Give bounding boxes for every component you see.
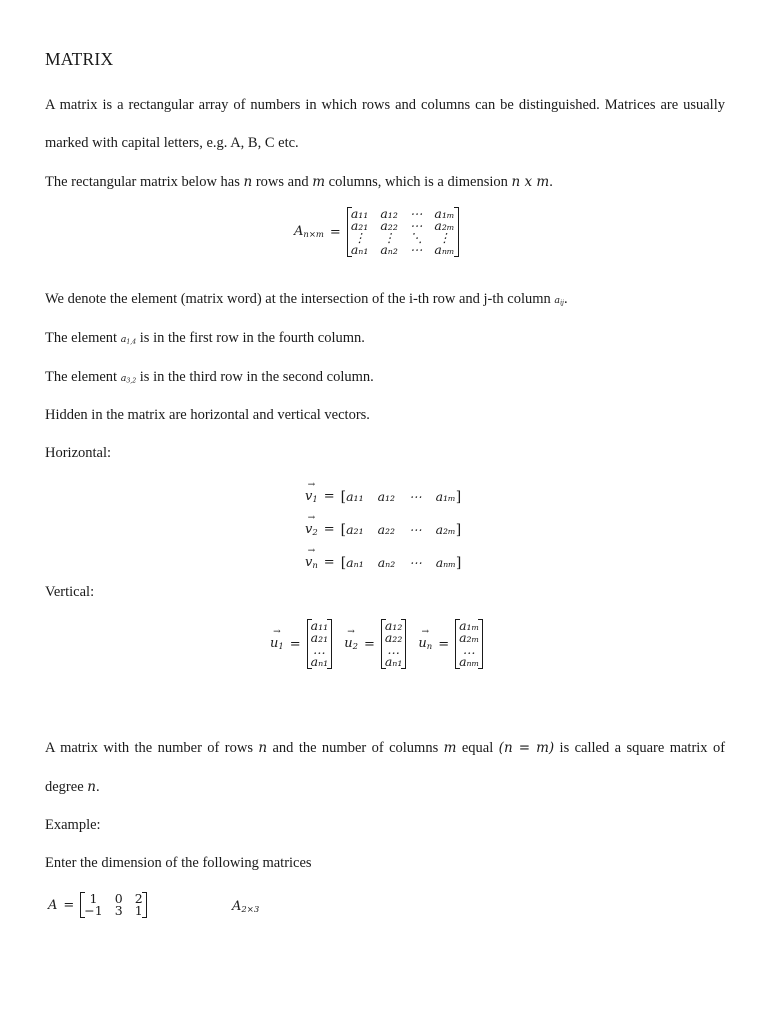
row-vector-equation: → $v_n$ = [ aₙ₁ aₙ₂ ⋯ aₙₘ ]: [305, 545, 462, 571]
vector-cell: a₁₁: [346, 489, 364, 504]
column-vector-equation: → $u_n$ = a₁ₘ a₂ₘ … aₙₘ: [418, 620, 483, 668]
matrix-cell: ⋯: [409, 218, 423, 233]
matrix-cell: aₙ₂: [380, 242, 398, 257]
element-example-2: The element $a_{3,2}$ is in the third row in the second column.: [45, 369, 374, 385]
example-matrix-lhs: A: [48, 897, 58, 913]
column-vector: [381, 620, 407, 668]
row-vector: [ a₂₁ a₂₂ ⋯ a₂ₘ ]: [340, 521, 462, 538]
hidden-vectors-sentence: Hidden in the matrix are horizontal and vertical vectors.: [45, 407, 370, 423]
column-vector-equation: → $u_1$ = a₁₁ a₂₁ … aₙ₁: [270, 620, 332, 668]
vector-cell: aₙₘ: [459, 654, 480, 669]
vector-cell: a₂ₘ: [459, 630, 480, 645]
row-vectors: [305, 480, 461, 579]
matrix-cell: aₙₘ: [434, 242, 455, 257]
vector-cell: a₂₂: [384, 630, 403, 645]
square-matrix-line-2: degree n.: [45, 779, 100, 795]
vector-cell: a₁₂: [384, 618, 403, 633]
column-vector: [307, 620, 333, 668]
math-n: n: [243, 174, 253, 190]
vector-cell: a₁₁: [310, 618, 329, 633]
matrix-cell: ⋮: [382, 230, 396, 245]
vector-cell: a₂₁: [346, 522, 364, 537]
example-answer: $A_{2\times 3}$: [232, 899, 260, 915]
column-vector-equation: → $u_2$ = a₁₂ a₂₂ … aₙ₁: [344, 620, 406, 668]
vector-symbol: → $v_n$: [305, 545, 318, 571]
vector-symbol: → $v_2$: [305, 512, 318, 538]
matrix-cell: ⋮: [353, 230, 366, 245]
matrix-cell: ⋱: [409, 230, 423, 245]
intro-paragraph-line-2: marked with capital letters, e.g. A, B, C etc.: [45, 135, 299, 151]
matrix-cell: a₁ₘ: [434, 206, 455, 221]
element-symbol: $a_{1,4}$: [120, 334, 137, 346]
vertical-label: Vertical:: [45, 584, 95, 600]
element-example-1: The element $a_{1,4}$ is in the first row in the fourth column.: [45, 330, 365, 346]
vector-cell: a₁ₘ: [435, 489, 456, 504]
page-title: MATRIX: [45, 49, 114, 69]
general-matrix: [347, 208, 459, 256]
math-dimension: n x m: [511, 174, 550, 190]
matrix-cell: ⋯: [409, 206, 423, 221]
text: .: [549, 174, 553, 190]
row-vector-equation: → $v_1$ = [ a₁₁ a₁₂ ⋯ a₁ₘ ]: [305, 479, 462, 505]
matrix-cell: −1: [84, 903, 103, 918]
vector-cell: ⋯: [409, 522, 422, 537]
column-vector: [455, 620, 483, 668]
matrix-cell: a₁₁: [350, 206, 369, 221]
vector-cell: aₙ₁: [346, 555, 364, 570]
math-m: m: [312, 174, 326, 190]
element-symbol: $a_{3,2}$: [120, 373, 137, 385]
matrix-cell: 0: [114, 891, 123, 906]
text: The rectangular matrix below has: [45, 174, 240, 190]
vector-symbol: → $u_1$: [270, 627, 284, 652]
matrix-cell: a₁₂: [380, 206, 398, 221]
vector-cell: a₁ₘ: [459, 618, 480, 633]
vector-symbol: → $u_2$: [344, 627, 358, 652]
example-label: Example:: [45, 817, 101, 833]
vector-symbol: → $u_n$: [418, 627, 433, 652]
vector-cell: a₂₂: [377, 522, 396, 537]
horizontal-label: Horizontal:: [45, 445, 112, 461]
vector-cell: a₁₂: [377, 489, 396, 504]
vector-cell: …: [387, 642, 400, 657]
row-vector-equation: → $v_2$ = [ a₂₁ a₂₂ ⋯ a₂ₘ ]: [305, 512, 462, 538]
matrix-cell: 1: [134, 903, 143, 918]
text: rows and: [255, 174, 309, 190]
matrix-cell: 2: [134, 891, 143, 906]
example-matrix-equation: [48, 893, 147, 917]
vector-cell: a₂₁: [310, 630, 329, 645]
matrix-cell: a₂ₘ: [434, 218, 455, 233]
vector-cell: …: [462, 642, 476, 657]
matrix-cell: 3: [114, 903, 123, 918]
rectangular-matrix-sentence: [45, 173, 725, 191]
row-vector: [ aₙ₁ aₙ₂ ⋯ aₙₘ ]: [340, 554, 462, 571]
element-symbol: $a_{ij}$: [554, 295, 564, 307]
equals-sign: =: [329, 224, 341, 240]
example-matrix: [80, 893, 146, 917]
text: columns, which is a dimension: [328, 174, 508, 190]
matrix-cell: 1: [89, 891, 98, 906]
matrix-cell: a₂₂: [380, 218, 398, 233]
vector-symbol: → $v_1$: [305, 479, 318, 505]
vector-cell: …: [313, 642, 326, 657]
matrix-cell: ⋯: [409, 242, 423, 257]
vector-cell: aₙ₁: [310, 654, 329, 669]
matrix-cell: a₂₁: [350, 218, 369, 233]
vector-cell: aₙₘ: [435, 555, 456, 570]
general-matrix-equation: [294, 208, 459, 256]
intro-paragraph-line-1: A matrix is a rectangular array of numbers in which rows and columns can be distinguished. Matrices are usually: [45, 97, 725, 113]
equals-sign: =: [63, 897, 75, 913]
general-matrix-grid: [351, 208, 455, 256]
matrix-lhs: $A_{n\times m}$: [294, 224, 324, 240]
example-matrix-grid: [84, 893, 142, 917]
vector-cell: ⋯: [409, 489, 422, 504]
matrix-cell: ⋮: [438, 230, 451, 245]
vector-cell: aₙ₁: [384, 654, 403, 669]
vector-cell: a₂ₘ: [435, 522, 456, 537]
matrix-cell: aₙ₁: [350, 242, 369, 257]
column-vectors: [270, 620, 483, 668]
square-matrix-line-1: A matrix with the number of rows n and the number of columns m equal (n = m) is called a square matrix of: [45, 740, 726, 756]
denote-sentence: We denote the element (matrix word) at the intersection of the i-th row and j-th column $a_{ij}$.: [45, 291, 568, 307]
enter-dimension-instruction: Enter the dimension of the following matrices: [45, 855, 312, 871]
vector-cell: aₙ₂: [377, 555, 396, 570]
row-vector: [ a₁₁ a₁₂ ⋯ a₁ₘ ]: [340, 488, 462, 505]
vector-cell: ⋯: [409, 555, 422, 570]
